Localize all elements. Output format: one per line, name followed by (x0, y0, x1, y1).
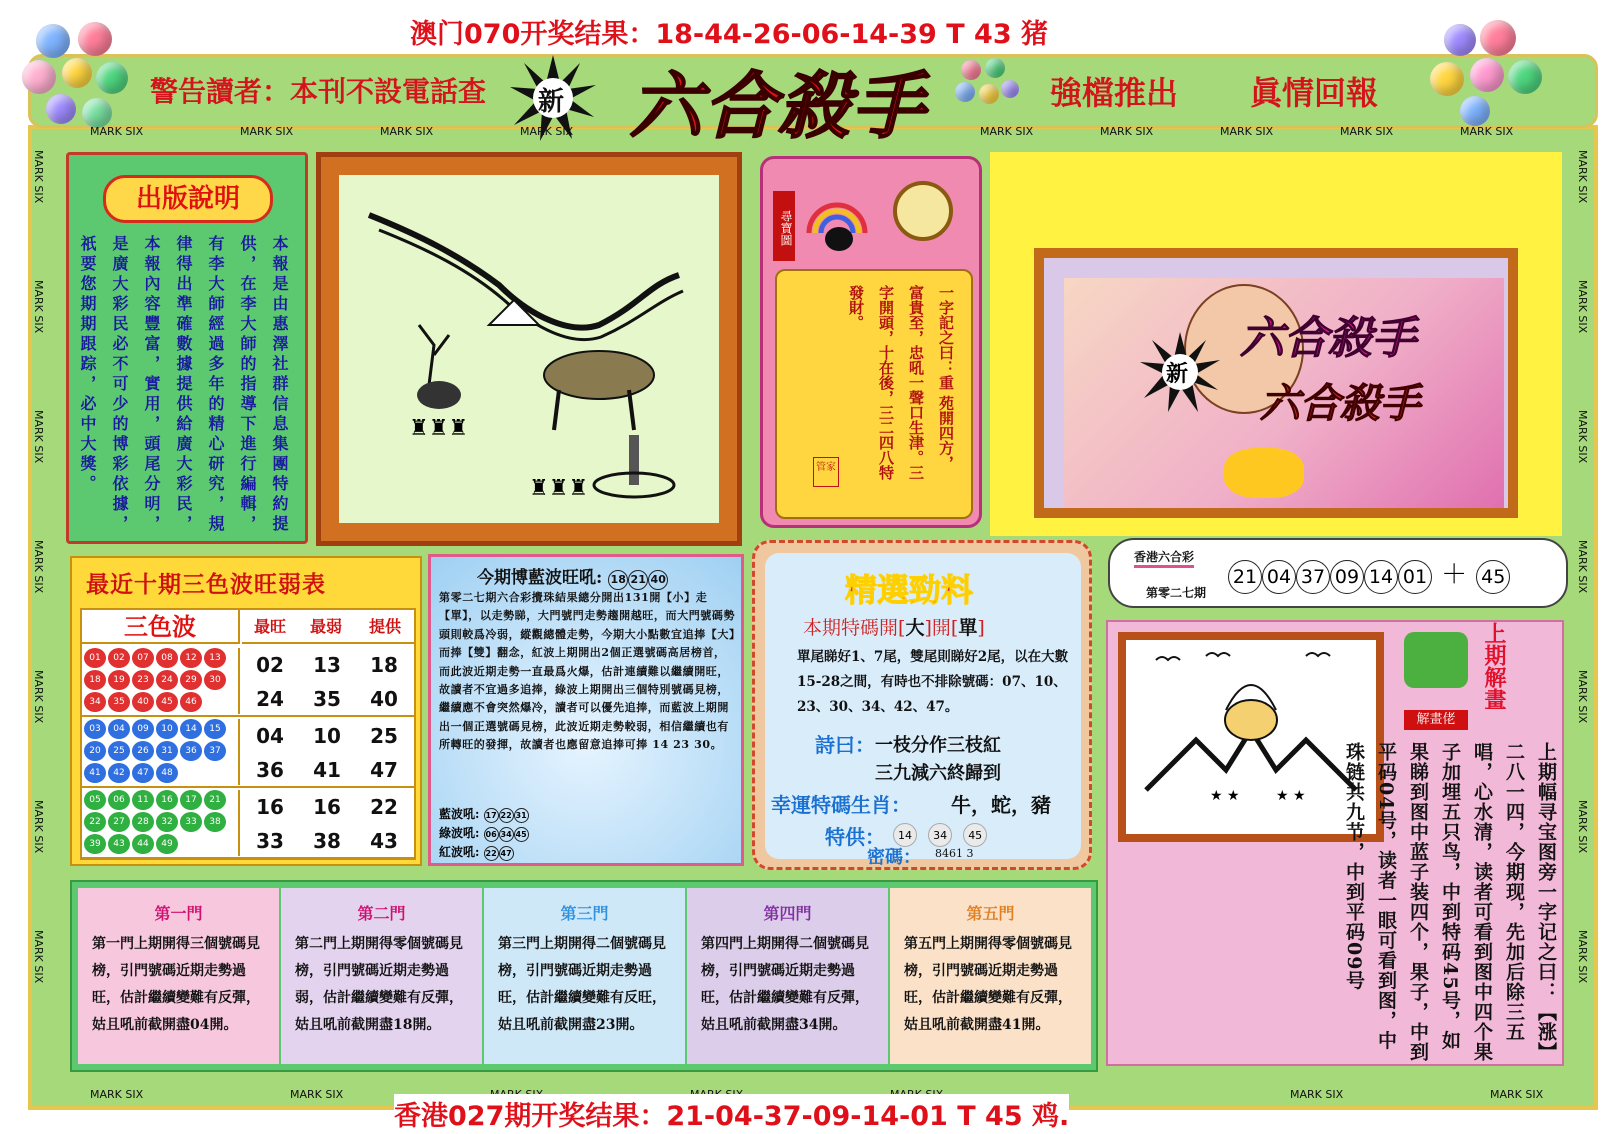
wave-number: 24 (256, 687, 284, 711)
blue-wave-text: 第零二七期六合彩攪珠結果總分開出131開【小】走【單】，以走勢睇，大門號門走勢趨開越旺，而大門號碼勢頭則較爲冷弱，縱觀總體走勢，今期大小點數宜追捧【大】而捧【雙】翻念，紅波上期開出2個正選號碼高居榜首，而此波近期走勢一直最爲火爆，估計連續難以繼續開旺，故讀者不宜過多追捧，綠波上期開出三個特別號碼見榜，繼續應不會突然爆冷，讀者可以優先追捧，而藍波上期開出一個正選號碼見榜，此波近期走勢較弱，相信繼續也有所轉旺的發揮，故讀者也應留意追捧可捧 14 23 30。 (439, 591, 736, 752)
zodiac-value: 牛，蛇，豬 (951, 793, 1051, 817)
door-title: 第三門 (560, 904, 609, 923)
secret-value: 8461 3 (935, 847, 974, 860)
poster-new-starburst: 新 (1140, 332, 1220, 412)
col-min: 最弱 (298, 610, 354, 644)
wave-ball: 08 (156, 648, 178, 668)
wave-table-title: 最近十期三色波旺弱表 (86, 571, 326, 598)
new-starburst: 新 (510, 55, 596, 141)
wave-ball: 26 (132, 741, 154, 761)
door-text: 第二門上期開得零個號碼見榜，引門號碼近期走勢過弱，估計繼續變難有反彈，姑且吼前截開盡18開。 (295, 936, 463, 1033)
wave-ball: 15 (204, 719, 226, 739)
wave-ball: 09 (132, 719, 154, 739)
wave-ball: 02 (108, 648, 130, 668)
svg-text:★ ★: ★ ★ (1276, 788, 1306, 804)
door-card (687, 888, 888, 1064)
wave-table-panel (70, 556, 422, 866)
wave-ball: 20 (84, 741, 106, 761)
treasure-panel (760, 156, 982, 528)
riddle-picture-frame (316, 152, 742, 546)
wave-ball: 33 (180, 812, 202, 832)
mark-six-strip-left: MARK SIX MARK SIX MARK SIX MARK SIX MARK SIX MARK SIX MARK SIX (32, 150, 45, 984)
publication-heading: 出版說明 (103, 175, 273, 223)
wave-ball: 18 (84, 670, 106, 690)
wave-ball: 01 (84, 648, 106, 668)
wave-number: 35 (313, 687, 341, 711)
wave-ball: 25 (108, 741, 130, 761)
wave-ball: 47 (132, 763, 154, 783)
hk-numbers: 21 04 37 09 14 01 ＋ 45 (1228, 554, 1510, 594)
svg-text:♜♜♜: ♜♜♜ (529, 476, 589, 501)
wave-number: 40 (370, 687, 398, 711)
wave-ball: 13 (204, 648, 226, 668)
wave-head-label: 三色波 (82, 610, 240, 644)
wave-ball: 28 (132, 812, 154, 832)
solution-title: 上期解畫 (1481, 622, 1507, 710)
zodiac-label: 幸運特碼生肖： (771, 793, 911, 817)
special-label: 特供： (825, 825, 885, 849)
wave-ball: 43 (108, 834, 130, 854)
wave-number: 33 (256, 829, 284, 853)
slogan-left: 強檔推出 (1050, 74, 1179, 112)
wave-ball: 16 (156, 790, 178, 810)
col-max: 最旺 (242, 610, 298, 644)
wave-ball: 12 (180, 648, 202, 668)
wave-ball: 03 (84, 719, 106, 739)
wave-ball: 11 (132, 790, 154, 810)
wave-ball: 39 (84, 834, 106, 854)
treasure-tag: 尋寶圖 (773, 191, 795, 261)
wave-ball: 48 (156, 763, 178, 783)
wave-number: 13 (313, 653, 341, 677)
wave-ball: 19 (108, 670, 130, 690)
wave-ball: 10 (156, 719, 178, 739)
wave-ball: 14 (180, 719, 202, 739)
wave-balls (84, 790, 240, 856)
wave-number: 36 (256, 758, 284, 782)
door-card (890, 888, 1091, 1064)
wave-ball: 44 (132, 834, 154, 854)
treasure-poem: 一字記之曰：重 苑開四方，富貴至，忠吼一聲口生津。三字開頭，十在後，三二四八特發財。 (847, 285, 955, 480)
wave-ball: 29 (180, 670, 202, 690)
poster-logo-1: 六合殺手 (1240, 313, 1416, 364)
solution-text: 上期幅寻宝图旁一字记之曰：【涨】二八一四，今期现，先加后除三五唱，心水清，读者可看到图中四个果子加埋五只鸟，中到特码45号，如果睇到图中蓝子装四个，果子，中到平码04号，读者一眼可看到图，中珠链共九节，中到平码09号 (1343, 742, 1557, 1062)
wave-number: 43 (370, 829, 398, 853)
wave-ball: 32 (156, 812, 178, 832)
wave-ball: 35 (108, 692, 130, 712)
riddle-picture (339, 175, 719, 523)
blue-wave-lines (439, 805, 639, 862)
hk-result-box (1108, 538, 1568, 608)
publication-panel (66, 152, 308, 544)
picks-panel (752, 540, 1092, 870)
wave-number: 38 (313, 829, 341, 853)
scroll-paper (775, 269, 973, 519)
wave-ball: 46 (180, 692, 202, 712)
wave-rows (82, 646, 416, 860)
door-title: 第四門 (763, 904, 812, 923)
wave-ball: 24 (156, 670, 178, 690)
wave-ball: 31 (156, 741, 178, 761)
doors-row (78, 888, 1092, 1066)
blue-wave-title: 今期博藍波旺吼: 18 21 40 (477, 563, 668, 590)
blue-wave-panel (428, 554, 744, 866)
wave-ball: 17 (180, 790, 202, 810)
wave-number: 16 (313, 795, 341, 819)
doors-panel (70, 880, 1098, 1072)
wave-ball: 05 (84, 790, 106, 810)
wave-row (82, 717, 416, 788)
door-text: 第五門上期開得零個號碼見榜，引門號碼近期走勢過旺，估計繼續變難有反彈，姑且吼前截開盡41開。 (904, 936, 1072, 1033)
wave-ball: 04 (108, 719, 130, 739)
door-text: 第三門上期開得二個號碼見榜，引門號碼近期走勢過旺，估計繼續變難有反旺，姑且吼前截開盡23開。 (498, 936, 666, 1033)
svg-text:♜♜♜: ♜♜♜ (409, 416, 469, 441)
wave-row (82, 788, 416, 859)
poster-logo-2: 六合殺手 (1260, 381, 1420, 427)
book-icon (1404, 632, 1468, 688)
wave-ball: 23 (132, 670, 154, 690)
wave-ball: 49 (156, 834, 178, 854)
door-title: 第二門 (357, 904, 406, 923)
wave-ball: 30 (204, 670, 226, 690)
wave-ball: 40 (132, 692, 154, 712)
wave-number: 02 (256, 653, 284, 677)
wave-balls (84, 648, 240, 714)
book-label: 解畫佬 (1404, 710, 1468, 730)
door-text: 第四門上期開得二個號碼見榜，引門號碼近期走勢過旺，估計繼續變難有反彈，姑且吼前截開盡34開。 (701, 936, 869, 1033)
publication-text: 本報是由惠澤社群信息集團特約提供，在李大師的指導下進行編輯，有李大師經過多年的精心研究，規律得出準確數據提供給廣大彩民，本報內容豐富，實用，頭尾分明，是廣大彩民必不可少的博彩依據，祇要您期期跟踪，必中大獎。 (78, 235, 289, 535)
wave-row (82, 646, 416, 717)
wave-number: 16 (256, 795, 284, 819)
cake-icon (893, 181, 953, 241)
green-line: 綠波吼: 06 34 45 (439, 826, 527, 840)
wave-number: 10 (313, 724, 341, 748)
wave-ball: 07 (132, 648, 154, 668)
main-title: 六合殺手 (630, 64, 927, 148)
wave-ball: 21 (204, 790, 226, 810)
secret-label: 密碼： (867, 847, 921, 868)
door-card (281, 888, 482, 1064)
wave-ball: 37 (204, 741, 226, 761)
wave-ball: 38 (204, 812, 226, 832)
ball-cluster-right (1430, 20, 1560, 130)
svg-text:★ ★: ★ ★ (1210, 788, 1240, 804)
wave-ball: 34 (84, 692, 106, 712)
door-card (78, 888, 279, 1064)
slogan-right: 眞情回報 (1250, 74, 1379, 112)
col-supply: 提供 (354, 610, 416, 644)
hk-period: 第零二七期 (1146, 586, 1207, 600)
wave-ball: 42 (108, 763, 130, 783)
blue-line: 藍波吼: 17 22 31 (439, 807, 527, 821)
poster-panel (990, 152, 1562, 536)
door-title: 第五門 (966, 904, 1015, 923)
wave-number: 25 (370, 724, 398, 748)
hk-bottom-result: 香港027期开奖结果：21-04-37-09-14-01 T 45 鸡. (394, 1094, 1069, 1133)
last-solution-panel (1106, 620, 1564, 1066)
picks-inner (765, 553, 1081, 859)
treasure-stamp: 管家 (813, 457, 839, 487)
ball-cluster-center (955, 58, 1025, 118)
special-nums: 14 34 45 (893, 823, 987, 847)
red-line: 紅波吼: 22 47 (439, 845, 512, 859)
poem-line-1: 一枝分作三枝紅 (875, 735, 1001, 756)
poem-label: 詩曰： (815, 733, 875, 757)
wave-number: 41 (313, 758, 341, 782)
wave-ball: 36 (180, 741, 202, 761)
door-card (484, 888, 685, 1064)
wave-number: 22 (370, 795, 398, 819)
poem-line-2: 三九減六終歸到 (875, 763, 1001, 784)
mark-six-strip-right: MARK SIX MARK SIX MARK SIX MARK SIX MARK SIX MARK SIX MARK SIX (1576, 150, 1589, 984)
wave-balls (84, 719, 240, 785)
wave-number: 04 (256, 724, 284, 748)
warning-text: 警告讀者：本刊不設電話查 (150, 75, 487, 108)
wave-number: 18 (370, 653, 398, 677)
wave-ball: 41 (84, 763, 106, 783)
picks-para: 單尾睇好1、7尾，雙尾則睇好2尾，以在大數15-28之間，有時也不排除號碼：07、10、23、30、34、42、47。 (797, 649, 1069, 715)
mark-six-strip-top: MARK SIX MARK SIX MARK SIX MARK SIX MARK SIX MARK SIX MARK SIX MARK SIX MARK SIX (90, 125, 1514, 138)
picks-title: 精選勁料 (845, 571, 974, 609)
picks-line1: 本期特碼開[大]開[單] (803, 617, 985, 639)
door-text: 第一門上期開得三個號碼見榜，引門號碼近期走勢過旺，估計繼續變難有反彈，姑且吼前截開盡04開。 (92, 936, 260, 1033)
wave-number: 47 (370, 758, 398, 782)
wave-ball: 06 (108, 790, 130, 810)
door-title: 第一門 (154, 904, 203, 923)
wave-ball: 22 (84, 812, 106, 832)
macau-result: 澳门070开奖结果：18-44-26-06-14-39 T 43 猪 (410, 19, 1049, 50)
hk-label: 香港六合彩 (1134, 548, 1194, 568)
wave-ball: 45 (156, 692, 178, 712)
wave-grid (80, 608, 416, 860)
wave-ball: 27 (108, 812, 130, 832)
rainbow-pot-icon (801, 173, 869, 253)
ball-cluster-left (22, 20, 132, 130)
mark-six-strip-bottom: MARK SIX MARK SIX MARK SIX MARK SIX (90, 1088, 1544, 1101)
